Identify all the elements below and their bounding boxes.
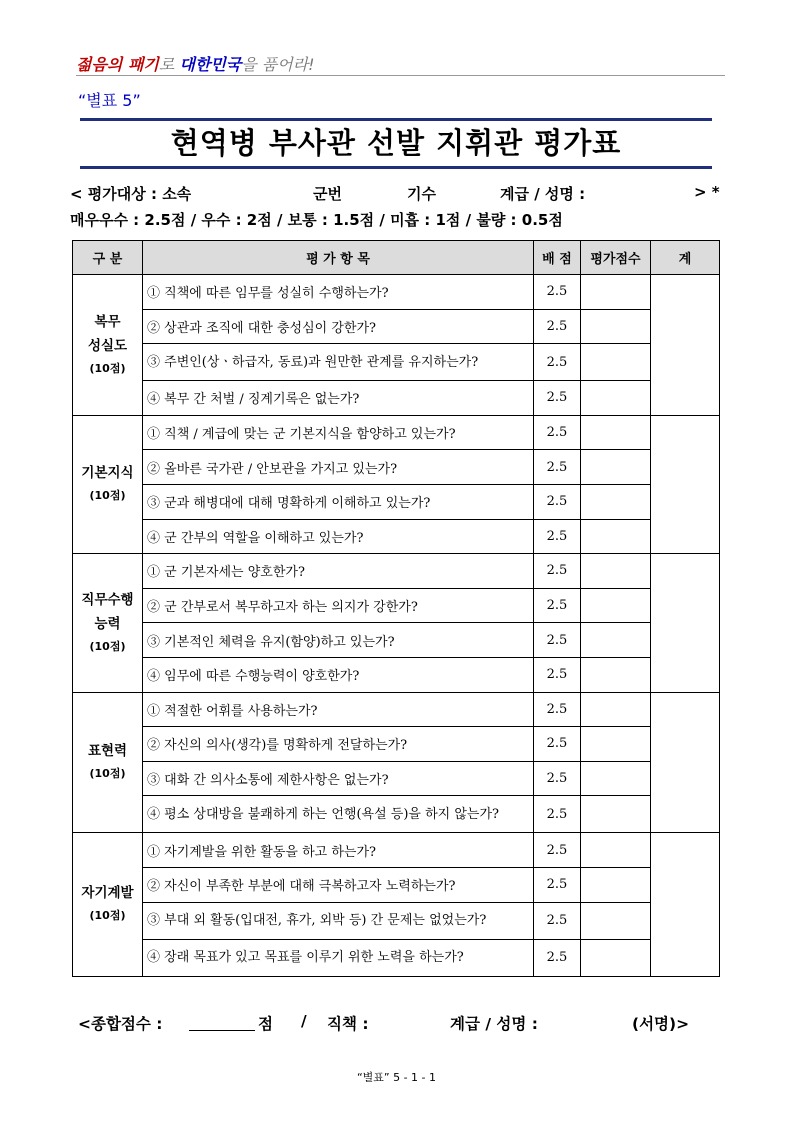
item-text: ④ 임무에 따른 수행능력이 양호한가? xyxy=(143,657,534,692)
item-points: 2.5 xyxy=(534,623,581,658)
score-cell[interactable] xyxy=(581,833,651,868)
summary-signature: (서명)> xyxy=(632,1015,690,1033)
item-points: 2.5 xyxy=(534,275,581,310)
item-text: ① 자기계발을 위한 활동을 하고 하는가? xyxy=(143,833,534,868)
category-name: 능력 xyxy=(94,615,121,632)
category-points: (10점) xyxy=(89,639,126,653)
score-cell[interactable] xyxy=(581,939,651,976)
category-name: 성실도 xyxy=(87,337,128,354)
info-subject: < 평가대상 : 소속 xyxy=(70,185,192,203)
table-row xyxy=(73,796,720,833)
item-points: 2.5 xyxy=(534,796,581,833)
total-score-blank[interactable] xyxy=(189,1030,255,1031)
slogan-part: 을 품어라! xyxy=(241,55,315,74)
header-divider xyxy=(76,75,725,76)
item-text: ② 군 간부로서 복무하고자 하는 의지가 강한가? xyxy=(143,588,534,623)
table-row xyxy=(73,381,720,416)
item-text: ③ 부대 외 활동(입대전, 휴가, 외박 등) 간 문제는 없었는가? xyxy=(143,902,534,939)
item-points: 2.5 xyxy=(534,692,581,727)
item-points: 2.5 xyxy=(534,484,581,519)
table-row xyxy=(73,867,720,902)
category-points: (10점) xyxy=(89,767,126,781)
item-text: ④ 군 간부의 역할을 이해하고 있는가? xyxy=(143,519,534,554)
item-text: ② 상관과 조직에 대한 충성심이 강한가? xyxy=(143,309,534,344)
score-cell[interactable] xyxy=(581,519,651,554)
table-row xyxy=(73,519,720,554)
item-text: ① 적절한 어휘를 사용하는가? xyxy=(143,692,534,727)
item-text: ② 올바른 국가관 / 안보관을 가지고 있는가? xyxy=(143,450,534,485)
score-cell[interactable] xyxy=(581,450,651,485)
title-rule-top xyxy=(80,118,712,121)
item-text: ① 직책에 따른 임무를 성실히 수행하는가? xyxy=(143,275,534,310)
item-points: 2.5 xyxy=(534,727,581,762)
score-scale: 매우우수 : 2.5점 / 우수 : 2점 / 보통 : 1.5점 / 미흡 : 1점 / 불량 : 0.5점 xyxy=(70,211,563,229)
table-row xyxy=(73,692,720,727)
total-cell[interactable] xyxy=(651,554,720,692)
score-cell[interactable] xyxy=(581,554,651,589)
item-text: ③ 기본적인 체력을 유지(함양)하고 있는가? xyxy=(143,623,534,658)
summary-rank-name: 계급 / 성명 : xyxy=(450,1015,538,1033)
item-points: 2.5 xyxy=(534,450,581,485)
table-row xyxy=(73,727,720,762)
info-rank-name: 계급 / 성명 : xyxy=(500,185,586,203)
table-row xyxy=(73,902,720,939)
summary-separator: / xyxy=(301,1012,307,1030)
item-text: ③ 군과 해병대에 대해 명확하게 이해하고 있는가? xyxy=(143,484,534,519)
table-row xyxy=(73,484,720,519)
item-text: ④ 장래 목표가 있고 목표를 이루기 위한 노력을 하는가? xyxy=(143,939,534,976)
header-total: 계 xyxy=(651,241,720,275)
slogan-part: 로 xyxy=(158,55,180,74)
summary-position: 직책 : xyxy=(327,1015,369,1033)
category-cell xyxy=(73,415,143,553)
summary-unit: 점 xyxy=(258,1015,273,1033)
page-title: 현역병 부사관 선발 지휘관 평가표 xyxy=(170,126,622,160)
info-end: > * xyxy=(694,183,720,201)
score-cell[interactable] xyxy=(581,796,651,833)
score-cell[interactable] xyxy=(581,309,651,344)
score-cell[interactable] xyxy=(581,381,651,416)
item-points: 2.5 xyxy=(534,519,581,554)
item-points: 2.5 xyxy=(534,939,581,976)
header-category: 구 분 xyxy=(73,241,143,275)
score-cell[interactable] xyxy=(581,867,651,902)
page-footer: “별표” 5 - 1 - 1 xyxy=(356,1071,437,1084)
item-text: ② 자신이 부족한 부분에 대해 극복하고자 노력하는가? xyxy=(143,867,534,902)
table-row xyxy=(73,833,720,868)
score-cell[interactable] xyxy=(581,657,651,692)
score-cell[interactable] xyxy=(581,484,651,519)
info-class: 기수 xyxy=(407,185,436,203)
table-row xyxy=(73,554,720,589)
item-points: 2.5 xyxy=(534,657,581,692)
title-rule-bottom xyxy=(80,166,712,169)
category-name: 직무수행 xyxy=(81,591,134,608)
table-row xyxy=(73,657,720,692)
item-text: ④ 평소 상대방을 불쾌하게 하는 언행(욕설 등)을 하지 않는가? xyxy=(143,796,534,833)
score-cell[interactable] xyxy=(581,727,651,762)
total-cell[interactable] xyxy=(651,833,720,976)
item-text: ① 군 기본자세는 양호한가? xyxy=(143,554,534,589)
category-name: 자기계발 xyxy=(81,885,134,902)
score-cell[interactable] xyxy=(581,588,651,623)
category-cell xyxy=(73,275,143,416)
category-points: (10점) xyxy=(89,909,126,923)
slogan xyxy=(76,52,315,75)
annex-label: “별표 5” xyxy=(78,91,141,110)
item-points: 2.5 xyxy=(534,415,581,450)
item-points: 2.5 xyxy=(534,833,581,868)
score-cell[interactable] xyxy=(581,902,651,939)
category-name: 표현력 xyxy=(87,743,128,760)
total-cell[interactable] xyxy=(651,415,720,553)
evaluation-table xyxy=(72,240,720,977)
total-cell[interactable] xyxy=(651,692,720,833)
score-cell[interactable] xyxy=(581,692,651,727)
item-points: 2.5 xyxy=(534,867,581,902)
score-cell[interactable] xyxy=(581,761,651,796)
slogan-part: 젊음의 패기 xyxy=(76,55,159,74)
score-cell[interactable] xyxy=(581,623,651,658)
category-name: 기본지식 xyxy=(81,465,134,482)
item-text: ③ 주변인(상ㆍ하급자, 동료)과 원만한 관계를 유지하는가? xyxy=(143,344,534,381)
header-score: 평가점수 xyxy=(581,241,651,275)
table-row xyxy=(73,761,720,796)
item-text: ① 직책 / 계급에 맞는 군 기본지식을 함양하고 있는가? xyxy=(143,415,534,450)
table-row xyxy=(73,275,720,310)
table-row xyxy=(73,450,720,485)
score-cell[interactable] xyxy=(581,275,651,310)
item-points: 2.5 xyxy=(534,761,581,796)
score-cell[interactable] xyxy=(581,344,651,381)
info-serial: 군번 xyxy=(313,185,342,203)
table-row xyxy=(73,939,720,976)
item-text: ④ 복무 간 처벌 / 징계기록은 없는가? xyxy=(143,381,534,416)
item-text: ③ 대화 간 의사소통에 제한사항은 없는가? xyxy=(143,761,534,796)
item-points: 2.5 xyxy=(534,588,581,623)
category-cell xyxy=(73,692,143,833)
category-points: (10점) xyxy=(89,489,126,503)
category-points: (10점) xyxy=(89,361,126,375)
item-points: 2.5 xyxy=(534,554,581,589)
slogan-part: 대한민국 xyxy=(179,55,242,74)
item-points: 2.5 xyxy=(534,309,581,344)
table-row xyxy=(73,309,720,344)
category-cell xyxy=(73,833,143,976)
summary-total: <종합점수 : xyxy=(78,1015,163,1033)
table-row xyxy=(73,344,720,381)
category-cell xyxy=(73,554,143,692)
header-items: 평 가 항 목 xyxy=(143,241,534,275)
score-cell[interactable] xyxy=(581,415,651,450)
item-points: 2.5 xyxy=(534,902,581,939)
item-text: ② 자신의 의사(생각)를 명확하게 전달하는가? xyxy=(143,727,534,762)
item-points: 2.5 xyxy=(534,381,581,416)
table-row xyxy=(73,623,720,658)
item-points: 2.5 xyxy=(534,344,581,381)
header-points: 배 점 xyxy=(534,241,581,275)
category-name: 복무 xyxy=(94,313,121,330)
table-row xyxy=(73,415,720,450)
total-cell[interactable] xyxy=(651,275,720,416)
table-row xyxy=(73,588,720,623)
